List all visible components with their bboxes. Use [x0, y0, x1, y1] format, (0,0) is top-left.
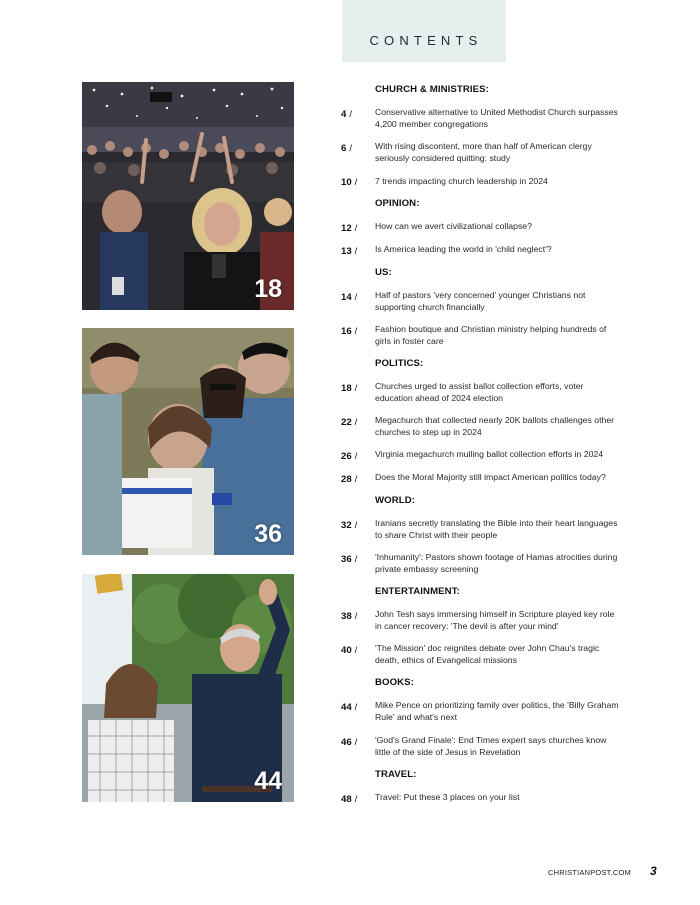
contents-header-box: [342, 0, 506, 62]
footer-site-name: CHRISTIANPOST.COM: [548, 868, 631, 877]
photo-page-number: 44: [254, 767, 282, 795]
article-page-number: 14 /: [341, 292, 358, 303]
section-heading: TRAVEL:: [375, 769, 417, 780]
article-page-number: 22 /: [341, 417, 358, 428]
article-title[interactable]: John Tesh says immersing himself in Scripture played key role in cancer recovery: 'The devil is after your mind': [375, 609, 615, 631]
article-page-number: 38 /: [341, 611, 358, 622]
article-title[interactable]: Does the Moral Majority still impact American politics today?: [375, 472, 606, 482]
section-heading: POLITICS:: [375, 358, 424, 369]
article-title[interactable]: How can we avert civilizational collapse?: [375, 221, 532, 231]
article-title[interactable]: Conservative alternative to United Methodist Church surpasses 4,200 member congregations: [375, 107, 618, 129]
article-title[interactable]: Churches urged to assist ballot collection efforts, voter education ahead of 2024 election: [375, 381, 584, 403]
photo-page-number: 36: [254, 520, 282, 548]
section-heading: CHURCH & MINISTRIES:: [375, 84, 489, 95]
article-title[interactable]: Iranians secretly translating the Bible into their heart languages to share Christ with their people: [375, 518, 618, 540]
article-page-number: 13 /: [341, 246, 358, 257]
article-page-number: 44 /: [341, 702, 358, 713]
article-page-number: 12 /: [341, 223, 358, 234]
article-page-number: 10 /: [341, 177, 358, 188]
section-heading: WORLD:: [375, 495, 416, 506]
article-title[interactable]: Fashion boutique and Christian ministry helping hundreds of girls in foster care: [375, 324, 607, 346]
photo-page-number: 18: [254, 275, 282, 303]
article-page-number: 16 /: [341, 326, 358, 337]
article-title[interactable]: Megachurch that collected nearly 20K ballots challenges other churches to step up in 2024: [375, 415, 615, 437]
article-page-number: 48 /: [341, 794, 358, 805]
article-page-number: 18 /: [341, 383, 358, 394]
article-page-number: 26 /: [341, 451, 358, 462]
section-heading: OPINION:: [375, 198, 420, 209]
article-page-number: 28 /: [341, 474, 358, 485]
article-page-number: 36 /: [341, 554, 358, 565]
article-title[interactable]: 'God's Grand Finale': End Times expert says churches know little of the side of Jesus in Revelation: [375, 735, 607, 757]
article-title[interactable]: Half of pastors 'very concerned' younger Christians not supporting church financially: [375, 290, 586, 312]
article-title[interactable]: 'Inhumanity': Pastors shown footage of Hamas atrocities during private embassy screening: [375, 552, 618, 574]
photo-pence: [82, 574, 294, 802]
article-page-number: 4 /: [341, 109, 353, 120]
article-page-number: 46 /: [341, 737, 358, 748]
footer-page-number: 3: [650, 864, 657, 878]
article-title[interactable]: 7 trends impacting church leadership in 2024: [375, 176, 548, 186]
section-heading: BOOKS:: [375, 677, 414, 688]
article-title[interactable]: With rising discontent, more than half of American clergy seriously considered quitting: study: [375, 141, 592, 163]
photo-worship-crowd: [82, 82, 294, 310]
article-page-number: 32 /: [341, 520, 358, 531]
article-page-number: 6 /: [341, 143, 353, 154]
article-title[interactable]: 'The Mission' doc reignites debate over John Chau's tragic death, ethics of Evangelical missions: [375, 643, 600, 665]
article-title[interactable]: Virginia megachurch mulling ballot collection efforts in 2024: [375, 449, 604, 459]
article-title[interactable]: Travel: Put these 3 places on your list: [375, 792, 520, 802]
page-title: CONTENTS: [369, 33, 483, 48]
article-page-number: 40 /: [341, 645, 358, 656]
section-heading: US:: [375, 267, 392, 278]
section-heading: ENTERTAINMENT:: [375, 586, 460, 597]
article-title[interactable]: Mike Pence on prioritizing family over politics, the 'Billy Graham Rule' and what's next: [375, 700, 619, 722]
photo-embrace: [82, 328, 294, 555]
article-title[interactable]: Is America leading the world in 'child neglect'?: [375, 244, 552, 254]
